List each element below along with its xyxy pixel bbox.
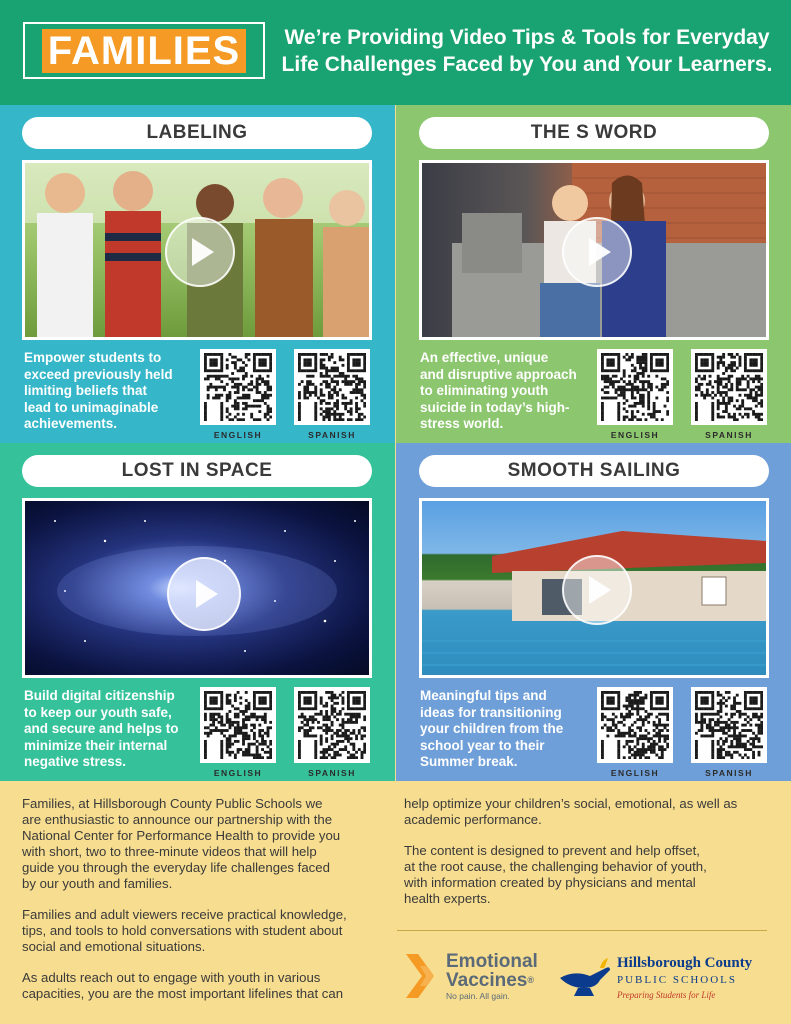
play-icon [192, 238, 214, 266]
desc-line: ideas for transitioning [420, 704, 562, 720]
panel-desc-labeling [24, 350, 194, 433]
body-paragraph-4 [404, 796, 774, 828]
public-schools-wordmark: PUBLIC SCHOOLS [617, 974, 737, 986]
qr-code-english[interactable] [597, 687, 673, 763]
lamp-of-knowledge-icon [556, 956, 614, 998]
qr-code-spanish[interactable] [691, 349, 767, 425]
desc-line: stress world. [420, 416, 504, 431]
panel-desc-s-word [420, 350, 595, 433]
qr-code-spanish[interactable] [691, 687, 767, 763]
ev-line-2: Vaccines [446, 970, 528, 991]
video-thumbnail-labeling[interactable] [22, 160, 372, 340]
play-icon [196, 580, 218, 608]
body-paragraph-1 [22, 796, 384, 892]
qr-label-spanish: SPANISH [705, 768, 753, 778]
desc-line: Meaningful tips and [420, 688, 547, 703]
play-button[interactable] [562, 217, 632, 287]
desc-line: and disruptive approach [420, 366, 577, 382]
hillsborough-tagline: Preparing Students for Life [617, 990, 716, 1000]
qr-code-english[interactable] [597, 349, 673, 425]
body-line: The content is designed to prevent and help offset, [404, 843, 700, 858]
desc-line: to keep our youth safe, [24, 704, 172, 720]
desc-line: achievements. [24, 416, 118, 431]
play-button[interactable] [165, 217, 235, 287]
desc-line: your children from the [420, 721, 564, 736]
qr-label-english: ENGLISH [213, 430, 263, 440]
desc-line: An effective, unique [420, 350, 549, 365]
body-line: at the root cause, the challenging behavior of youth, [404, 859, 707, 874]
ev-line-1: Emotional [446, 951, 538, 972]
panel-title-labeling: LABELING [22, 117, 372, 149]
ev-registered-mark: ® [527, 975, 534, 985]
qr-label-spanish: SPANISH [308, 430, 356, 440]
video-thumbnail-smooth-sailing[interactable] [419, 498, 769, 678]
body-line: social and emotional situations. [22, 939, 206, 954]
body-line: tips, and tools to hold conversations with student about [22, 923, 343, 938]
play-button[interactable] [562, 555, 632, 625]
header-title [272, 24, 782, 78]
header-title-line-2: Life Challenges Faced by You and Your Learners. [281, 53, 773, 76]
panel-title-lost-in-space: LOST IN SPACE [22, 455, 372, 487]
video-thumbnail-s-word[interactable] [419, 160, 769, 340]
qr-code-english[interactable] [200, 349, 276, 425]
header-title-line-1: We’re Providing Video Tips & Tools for Everyday [284, 26, 770, 49]
body-line: help optimize your children’s social, emotional, as well as [404, 796, 738, 811]
panel-title-smooth-sailing: SMOOTH SAILING [419, 455, 769, 487]
panel-desc-lost-in-space [24, 688, 199, 771]
desc-line: negative stress. [24, 754, 127, 769]
play-icon [589, 576, 611, 604]
video-thumbnail-lost-in-space[interactable] [22, 498, 372, 678]
panel-desc-smooth-sailing [420, 688, 595, 771]
qr-label-english: ENGLISH [610, 768, 660, 778]
desc-line: Summer break. [420, 754, 518, 769]
qr-label-spanish: SPANISH [308, 768, 356, 778]
emotional-vaccines-logo-icon [404, 952, 440, 1000]
desc-line: exceed previously held [24, 366, 173, 382]
play-button[interactable] [167, 557, 241, 631]
desc-line: Build digital citizenship [24, 688, 175, 703]
body-right-column [404, 796, 774, 922]
body-line: health experts. [404, 891, 491, 906]
qr-code-spanish[interactable] [294, 687, 370, 763]
body-line: are enthusiastic to announce our partnership with the [22, 812, 333, 827]
qr-code-spanish[interactable] [294, 349, 370, 425]
qr-label-spanish: SPANISH [705, 430, 753, 440]
body-line: National Center for Performance Health to provide you [22, 828, 341, 843]
desc-line: Empower students to [24, 350, 162, 365]
desc-line: lead to unimaginable [24, 399, 159, 415]
body-line: with short, two to three-minute videos that will help [22, 844, 317, 859]
desc-line: limiting beliefs that [24, 383, 148, 398]
footer-divider [397, 930, 767, 931]
desc-line: minimize their internal [24, 737, 168, 753]
body-line: guide you through the everyday life challenges faced [22, 860, 330, 875]
body-paragraph-2 [22, 907, 384, 955]
families-label-box [23, 22, 265, 79]
families-label: FAMILIES [42, 29, 246, 73]
body-paragraph-3 [22, 970, 384, 1002]
qr-label-english: ENGLISH [610, 430, 660, 440]
body-line: by our youth and families. [22, 876, 173, 891]
body-line: As adults reach out to engage with youth in various [22, 970, 321, 985]
body-left-column [22, 796, 384, 1017]
desc-line: to eliminating youth [420, 383, 549, 398]
body-paragraph-5 [404, 843, 774, 907]
desc-line: school year to their [420, 737, 545, 753]
desc-line: suicide in today’s high- [420, 399, 570, 415]
body-line: Families and adult viewers receive practical knowledge, [22, 907, 347, 922]
hillsborough-county-wordmark: Hillsborough County [617, 955, 753, 971]
qr-label-english: ENGLISH [213, 768, 263, 778]
emotional-vaccines-tagline: No pain. All gain. [446, 991, 510, 1001]
body-line: Families, at Hillsborough County Public Schools we [22, 796, 323, 811]
body-line: with information created by physicians and mental [404, 875, 696, 890]
panel-title-s-word: THE S WORD [419, 117, 769, 149]
desc-line: and secure and helps to [24, 721, 179, 736]
body-line: capacities, you are the most important lifelines that can [22, 986, 344, 1001]
emotional-vaccines-wordmark [446, 952, 538, 990]
body-line: academic performance. [404, 812, 542, 827]
play-icon [589, 238, 611, 266]
qr-code-english[interactable] [200, 687, 276, 763]
